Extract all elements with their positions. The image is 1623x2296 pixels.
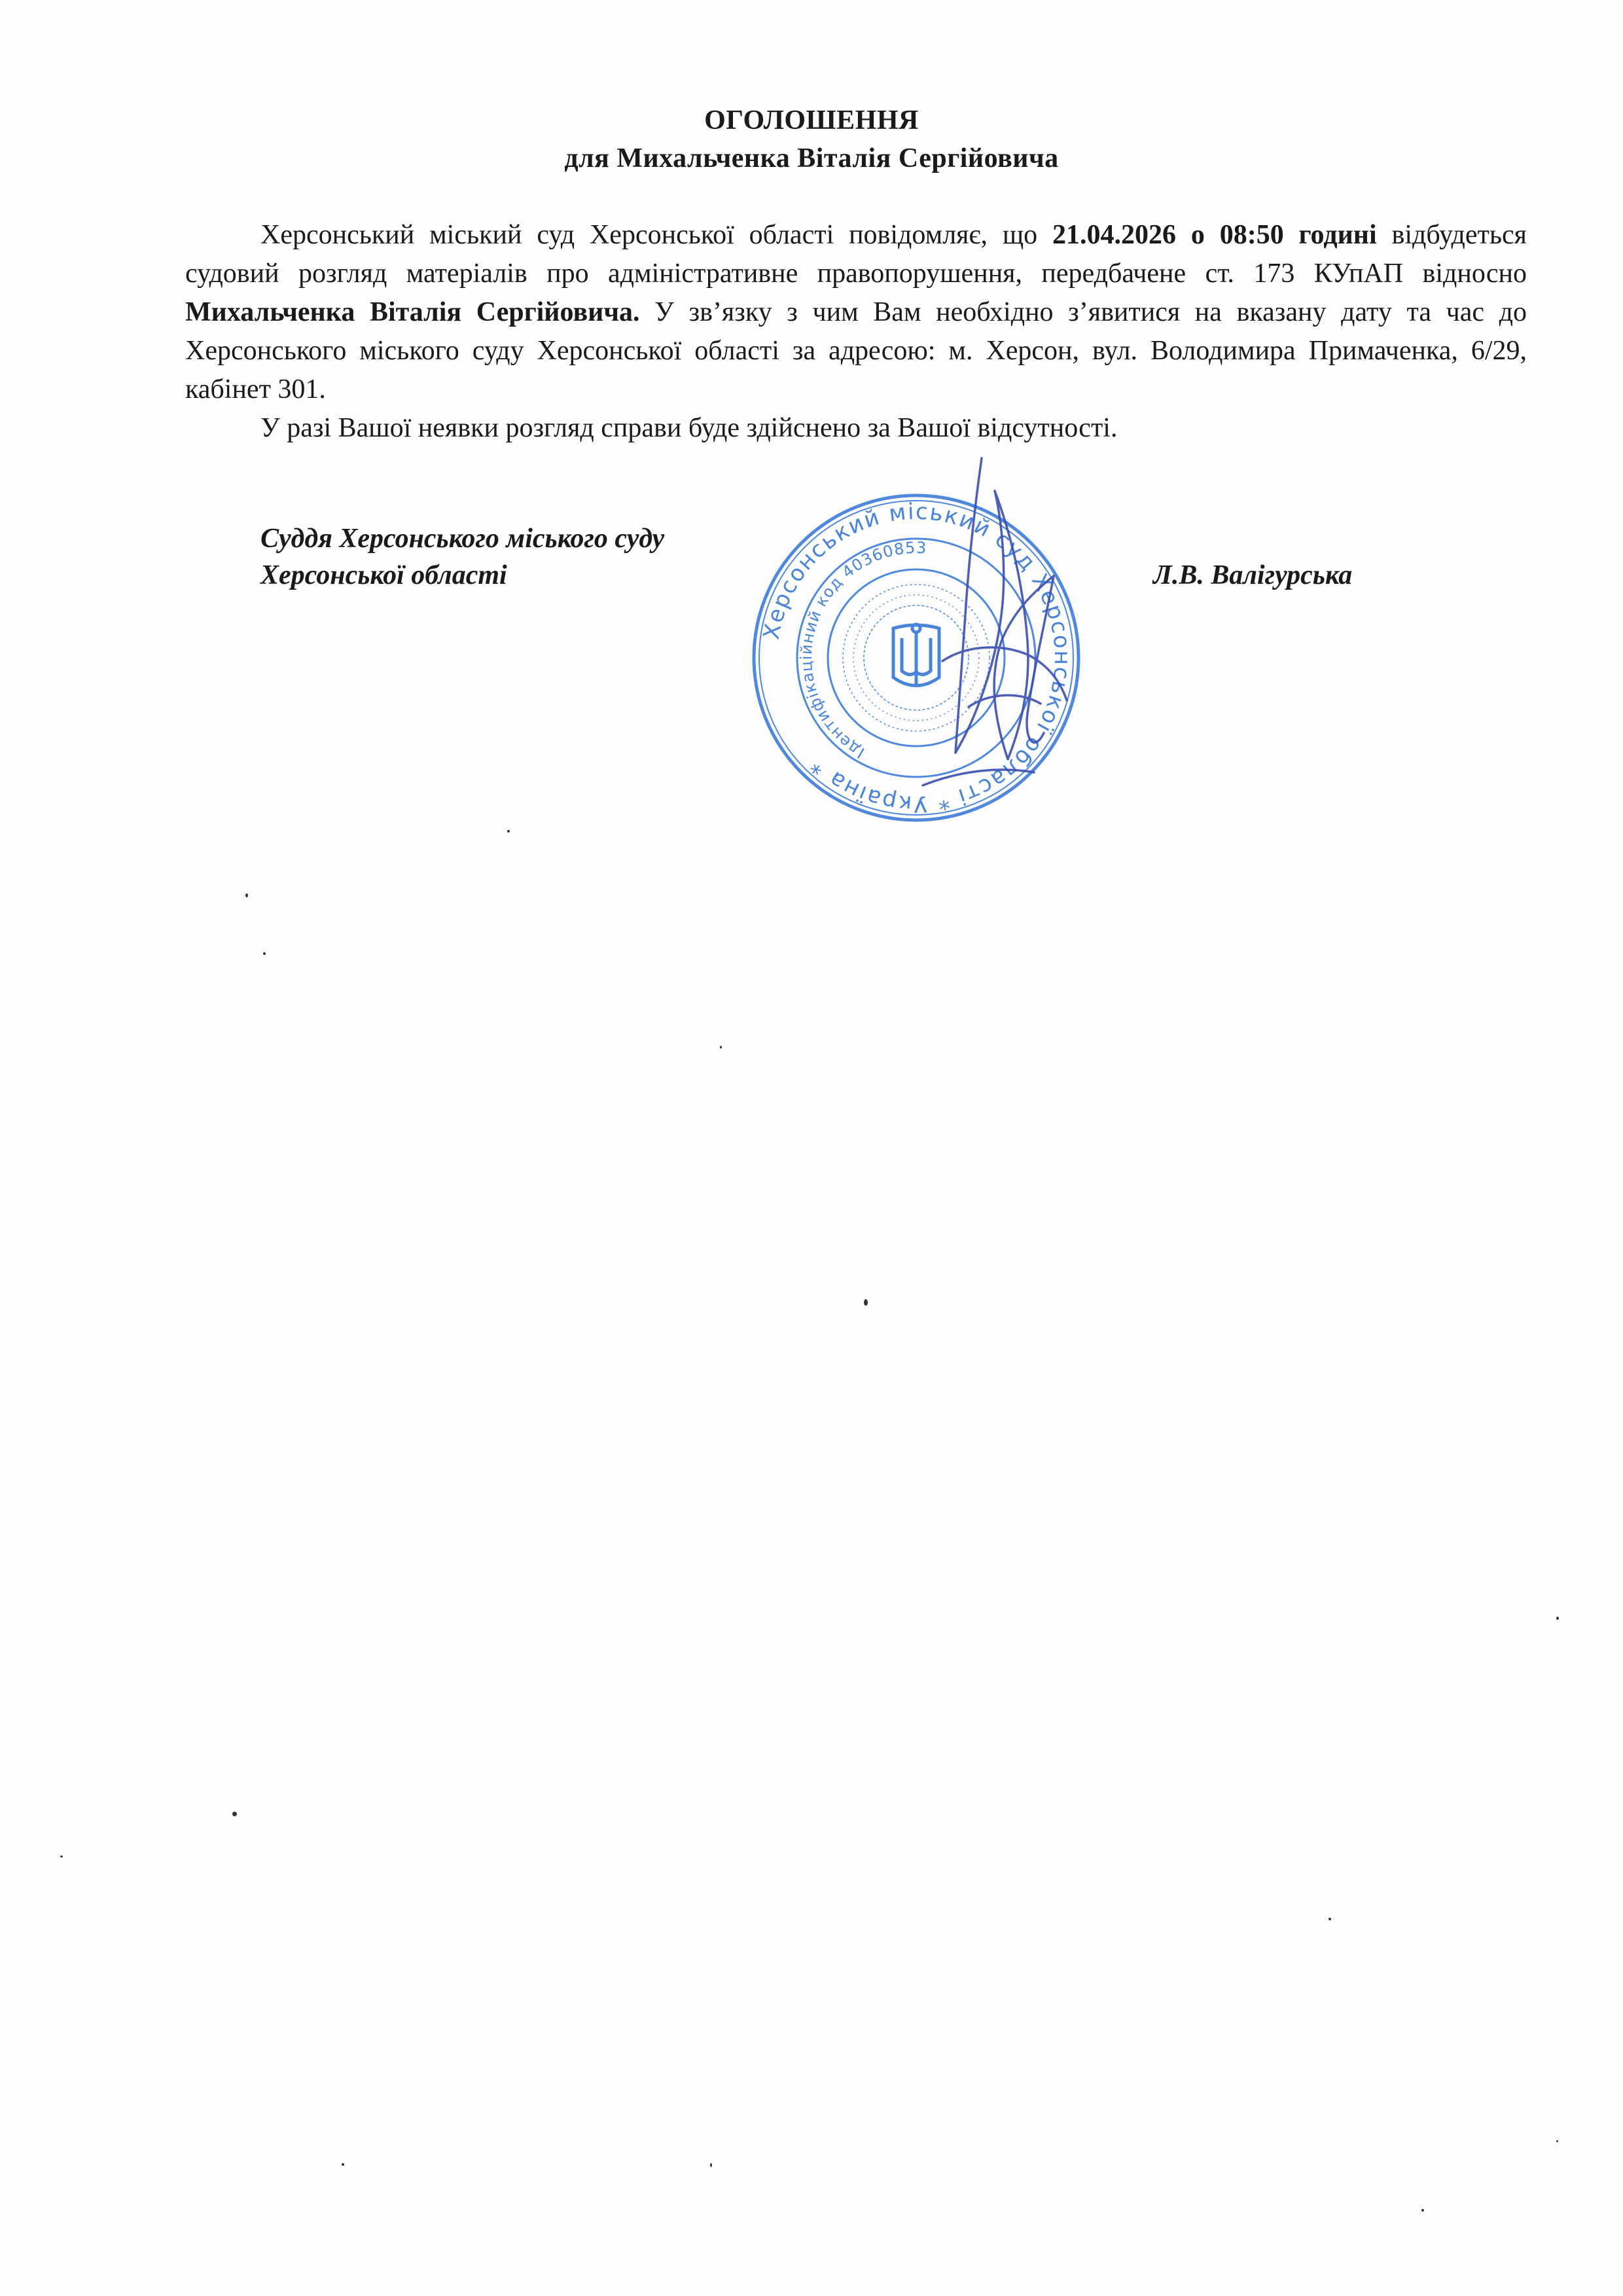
document-subtitle: для Михальченка Віталія Сергійовича (564, 143, 1059, 173)
scan-speck (864, 1299, 868, 1306)
scan-speck (342, 2163, 344, 2166)
scan-speck (1556, 1617, 1559, 1620)
signatory-position (260, 520, 664, 594)
scan-speck (1421, 2209, 1424, 2212)
scan-speck (720, 1046, 722, 1049)
paragraph-summons (185, 216, 1527, 409)
scan-speck (60, 1856, 63, 1857)
scan-speck (507, 830, 510, 833)
stamp-inner-textpath: Ідентифікаційний код 40360853 (796, 538, 927, 762)
scan-speck (1329, 1918, 1331, 1920)
signatory-name: Л.В. Валігурська (1153, 560, 1353, 590)
person-name: Михальченка Віталія Сергійовича. (185, 297, 640, 327)
document-body (185, 216, 1527, 448)
scan-speck (245, 893, 248, 897)
scan-speck (710, 2163, 712, 2167)
signatory-position-line1: Суддя Херсонського міського суду (260, 524, 665, 554)
hearing-datetime: 21.04.2026 о 08:50 годині (1052, 220, 1377, 250)
summons-text-1: Херсонський міський суд Херсонської області повідомляє, що (260, 220, 1053, 250)
scan-speck (1556, 2140, 1558, 2142)
summons-text-2: відбудеться судовий розгляд матеріалів про адміністративне правопорушення, передбачене ст. 173 КУпАП відносно (185, 220, 1527, 289)
paragraph-absence: У разі Вашої неявки розгляд справи буде здійснено за Вашої відсутності. (260, 413, 1118, 443)
document-title: ОГОЛОШЕННЯ (704, 105, 919, 135)
scan-speck (232, 1812, 237, 1816)
signatory-position-line2: Херсонської області (260, 560, 507, 590)
summons-text-3: У зв’язку з чим Вам необхідно з’явитися на вказану дату та час до Херсонського міського суду Херсонської області за адресою: м. Херсон, вул. Володимира Примаченка, 6/29, кабінет 301. (185, 297, 1527, 404)
stamp-outer-textpath: Херсонський міський суд Херсонської області * Україна * (758, 498, 1076, 817)
handwritten-signature (903, 445, 1086, 812)
scan-speck (263, 952, 266, 955)
